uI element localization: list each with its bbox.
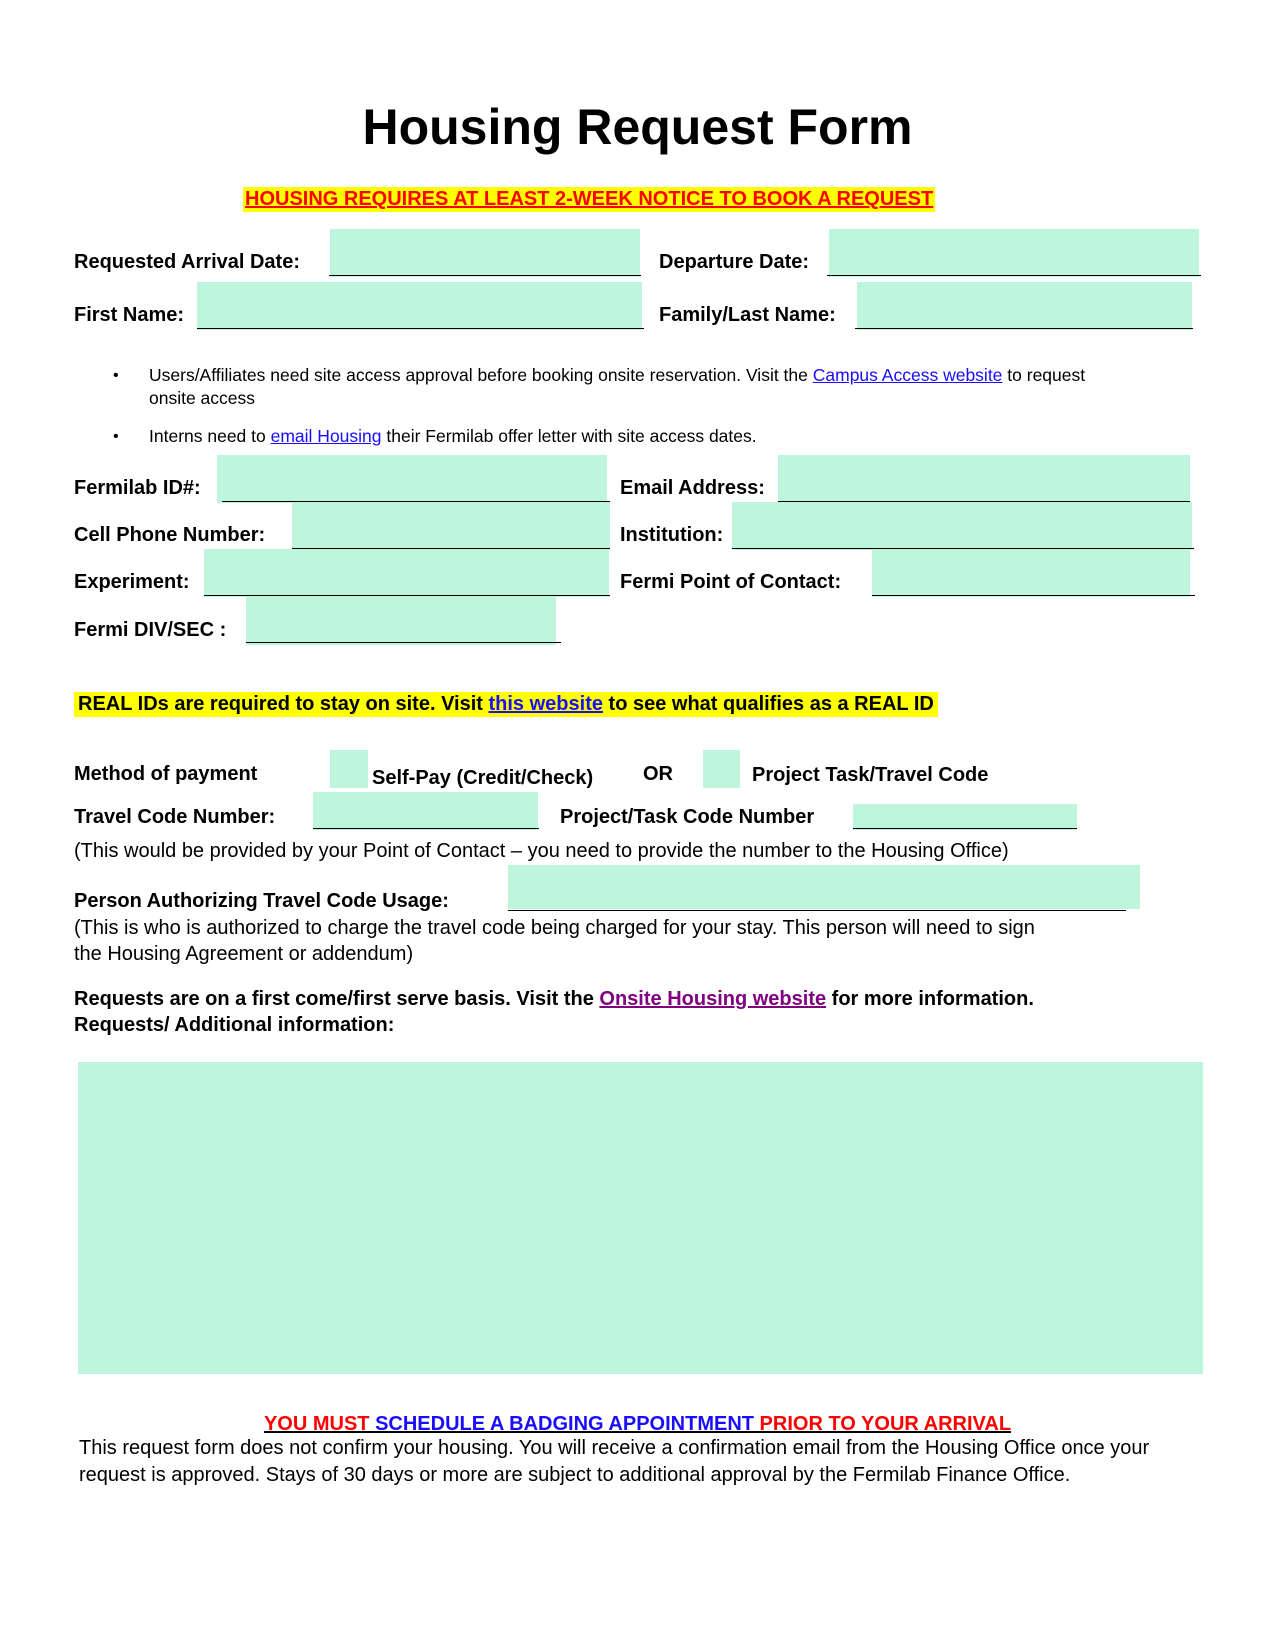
requests-info [74,988,1034,1011]
self-pay-checkbox[interactable] [330,750,368,788]
real-id-text: to see what qualifies as a REAL ID [602,693,934,715]
project-code-checkbox[interactable] [703,750,740,788]
additional-info-textarea[interactable] [78,1062,1203,1374]
departure-date-field[interactable] [829,229,1199,277]
cell-phone-label: Cell Phone Number: [74,524,266,546]
onsite-housing-link[interactable]: Onsite Housing website [599,988,827,1010]
badging-notice [0,1413,1275,1436]
div-sec-label: Fermi DIV/SEC : [74,619,227,641]
project-code-label: Project/Task Code Number [560,806,815,828]
point-of-contact-field[interactable] [872,549,1190,597]
or-label: OR [643,763,673,785]
bullet-campus-access [149,364,1085,387]
authorizer-note-line2: the Housing Agreement or addendum) [74,943,414,965]
travel-code-field[interactable] [313,792,538,830]
bullet-text: their Fermilab offer letter with site access dates. [381,426,757,446]
badging-text: PRIOR TO YOUR ARRIVAL [753,1413,1012,1435]
authorizer-field[interactable] [508,865,1140,909]
travel-code-note: (This would be provided by your Point of Contact – you need to provide the number to the Housing Office) [74,840,1009,862]
travel-code-label: Travel Code Number: [74,806,276,828]
requests-text: Requests are on a first come/first serve basis. Visit the [74,988,600,1010]
campus-access-link[interactable]: Campus Access website [812,365,1003,385]
real-id-text: REAL IDs are required to stay on site. Visit [78,693,489,715]
footer-disclaimer: This request form does not confirm your housing. You will receive a confirmation email from the Housing Office once your request is approved. Stays of 30 days or more are subject to additional approval by the Fermilab Finance Office. [79,1437,1150,1486]
departure-date-label: Departure Date: [659,251,810,273]
bullet-interns [149,425,757,448]
experiment-field[interactable] [204,549,609,597]
badging-text: YOU MUST [263,1413,376,1435]
div-sec-field[interactable] [246,597,556,645]
bullet-dot: • [113,367,119,384]
arrival-date-label: Requested Arrival Date: [74,251,300,273]
email-housing-link[interactable]: email Housing [270,426,382,446]
project-code-field[interactable] [853,804,1077,830]
real-id-banner [74,692,938,717]
first-name-underline [197,328,644,329]
email-label: Email Address: [620,477,765,499]
last-name-underline [855,328,1193,329]
notice-banner: HOUSING REQUIRES AT LEAST 2-WEEK NOTICE TO BOOK A REQUEST [245,188,934,210]
project-code-underline [853,828,1077,829]
requests-text: for more information. [826,988,1034,1010]
authorizer-label: Person Authorizing Travel Code Usage: [74,890,449,912]
fermilab-id-label: Fermilab ID#: [74,477,201,499]
institution-label: Institution: [620,524,724,546]
real-id-link[interactable]: this website [488,693,603,715]
cell-phone-field[interactable] [292,502,610,550]
page-title: Housing Request Form [362,99,913,155]
email-field[interactable] [778,455,1190,503]
authorizer-underline [508,910,1126,911]
bullet-dot: • [113,428,119,445]
departure-date-underline [827,275,1201,276]
arrival-date-field[interactable] [330,229,640,277]
last-name-label: Family/Last Name: [659,304,836,326]
first-name-label: First Name: [74,304,185,326]
last-name-field[interactable] [857,282,1192,330]
authorizer-note: (This is who is authorized to charge the travel code being charged for your stay. This person will need to sign [74,917,1035,939]
experiment-underline [204,595,610,596]
fermilab-id-field[interactable] [217,455,607,503]
experiment-label: Experiment: [74,571,190,593]
payment-method-label: Method of payment [74,763,258,785]
div-sec-underline [246,642,561,643]
project-code-option-label: Project Task/Travel Code [752,764,989,786]
institution-field[interactable] [732,502,1192,550]
bullet-campus-access-line2: onsite access [149,388,256,408]
self-pay-label: Self-Pay (Credit/Check) [372,767,594,789]
point-of-contact-underline [872,595,1195,596]
bullet-text: to request [1002,365,1086,385]
arrival-date-underline [329,275,641,276]
bullet-text: Interns need to [149,426,271,446]
travel-code-underline [313,828,539,829]
point-of-contact-label: Fermi Point of Contact: [620,571,842,593]
bullet-text: Users/Affiliates need site access approval before booking onsite reservation. Visit the [149,365,813,385]
badging-appointment-link[interactable]: SCHEDULE A BADGING APPOINTMENT [375,1413,754,1435]
first-name-field[interactable] [197,282,642,330]
additional-info-label: Requests/ Additional information: [74,1014,395,1036]
